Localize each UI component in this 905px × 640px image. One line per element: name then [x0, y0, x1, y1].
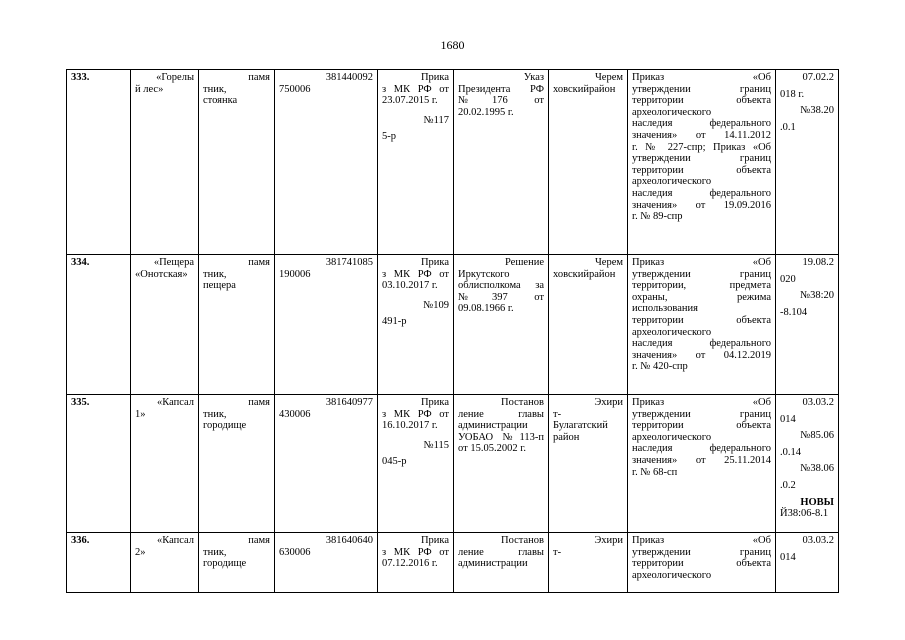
registry-number-cell: 381440092 750006: [275, 70, 378, 255]
district-cell: Эхири т-: [549, 533, 628, 593]
object-name-cell: «Пещера «Онотская»: [131, 255, 199, 395]
row-number: 334.: [67, 255, 131, 395]
row-number: 335.: [67, 395, 131, 533]
page-number: 1680: [440, 38, 465, 52]
decree-cell: Указ Президента РФ №176 от 20.02.1995 г.: [454, 70, 549, 255]
object-name-cell: «Горелы й лес»: [131, 70, 199, 255]
table-row: [67, 533, 839, 593]
order-cell: Прика з МК РФ от 16.10.2017 г. №115 045-р: [378, 395, 454, 533]
object-name-cell: «Капсал 1»: [131, 395, 199, 533]
table-row: [67, 70, 839, 255]
object-name-cell: «Капсал 2»: [131, 533, 199, 593]
registry-number-cell: 381640640 630006: [275, 533, 378, 593]
register-table: [66, 69, 839, 593]
registry-number-cell: 381640977 430006: [275, 395, 378, 533]
district-cell: Черем ховскийрайон: [549, 255, 628, 395]
boundary-order-cell: Приказ «Об утверждении границ территории, предмета охраны, режима использования территории объекта археологического наследия федерального значения» от 04.12.2019 г. № 420-спр: [628, 255, 776, 395]
decree-cell: Постанов ление главы администрации: [454, 533, 549, 593]
district-cell: Черем ховскийрайон: [549, 70, 628, 255]
order-cell: Прика з МК РФ от 03.10.2017 г. №109 491-р: [378, 255, 454, 395]
date-cell: 03.03.2 014 №85.06 .0.14 №38.06 .0.2 НОВЫ Й38:06-8.1: [776, 395, 839, 533]
decree-cell: Решение Иркутского облисполкома за №397 от 09.08.1966 г.: [454, 255, 549, 395]
date-cell: 03.03.2 014: [776, 533, 839, 593]
boundary-order-cell: Приказ «Об утверждении границ территории объекта археологического: [628, 533, 776, 593]
object-type-cell: памя тник, городище: [199, 533, 275, 593]
table-row: [67, 255, 839, 395]
date-cell: 19.08.2 020 №38:20 -8.104: [776, 255, 839, 395]
boundary-order-cell: Приказ «Об утверждении границ территории объекта археологического наследия федерального значения» от 25.11.2014 г. № 68-сп: [628, 395, 776, 533]
boundary-order-cell: Приказ «Об утверждении границ территории объекта археологического наследия федерального значения» от 14.11.2012 г. № 227-спр; Приказ «Об утверждении границ территории объекта археологического наследия федерального значения» от 19.09.2016 г. № 89-спр: [628, 70, 776, 255]
table-row: [67, 395, 839, 533]
order-cell: Прика з МК РФ от 07.12.2016 г.: [378, 533, 454, 593]
object-type-cell: памя тник, городище: [199, 395, 275, 533]
registry-number-cell: 381741085 190006: [275, 255, 378, 395]
district-cell: Эхири т- Булагатский район: [549, 395, 628, 533]
row-number: 336.: [67, 533, 131, 593]
row-number: 333.: [67, 70, 131, 255]
object-type-cell: памя тник, стоянка: [199, 70, 275, 255]
date-cell: 07.02.2 018 г. №38.20 .0.1: [776, 70, 839, 255]
order-cell: Прика з МК РФ от 23.07.2015 г. №117 5-р: [378, 70, 454, 255]
object-type-cell: памя тник, пещера: [199, 255, 275, 395]
decree-cell: Постанов ление главы администрации УОБАО №113-п от 15.05.2002 г.: [454, 395, 549, 533]
